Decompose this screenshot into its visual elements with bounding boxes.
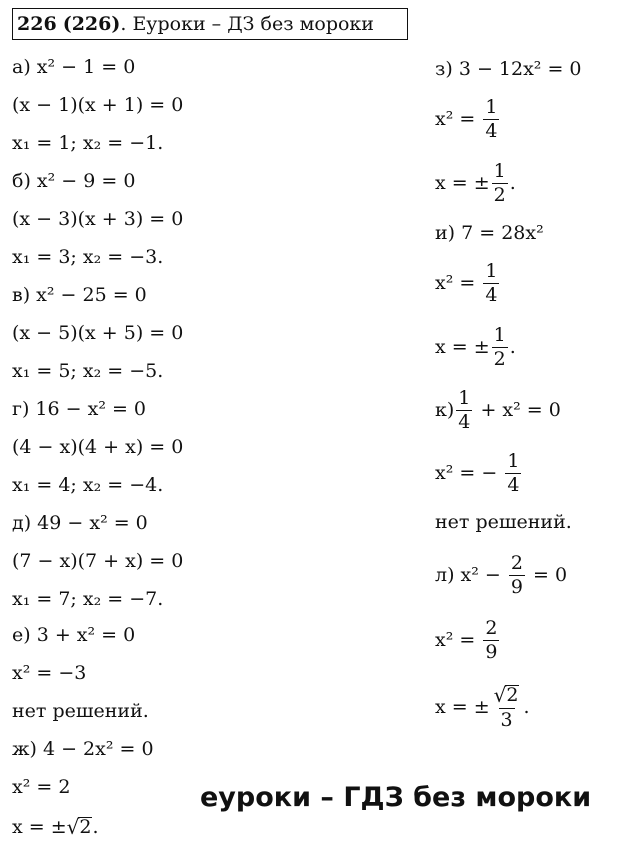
result-k: нет решений. [435, 510, 572, 533]
result-suffix-zh: . [92, 815, 99, 838]
equation-v: x² − 25 = 0 [36, 283, 147, 306]
numerator-k: 1 [458, 386, 471, 409]
radicand-zh: 2 [79, 816, 92, 838]
result-l [435, 682, 530, 731]
result-z [435, 159, 516, 206]
watermark-text: еуроки – ГДЗ без мороки [200, 782, 592, 813]
result-suffix-i: . [509, 335, 516, 358]
roots-b: x₁ = 3; x₂ = −3. [12, 245, 164, 268]
radical-sign-icon: √ [66, 815, 80, 839]
step-prefix-l: x² = [435, 628, 476, 651]
equation-z: 3 − 12x² = 0 [458, 57, 582, 80]
step-i [435, 259, 501, 306]
radical-sign-icon: √ [493, 682, 507, 707]
step-zh: x² = 2 [12, 775, 71, 798]
eq-k [435, 386, 561, 433]
step-z [435, 95, 501, 142]
label-v: в) [12, 283, 31, 306]
denominator-z: 4 [485, 119, 498, 142]
step-e: x² = −3 [12, 661, 87, 684]
equation-d: 49 − x² = 0 [37, 511, 148, 534]
label-d: д) [12, 511, 32, 534]
eq-l [435, 551, 568, 598]
result-fraction-i [492, 323, 508, 370]
label-e: е) [12, 623, 31, 646]
factor-g: (4 − x)(4 + x) = 0 [12, 435, 184, 458]
result-i [435, 323, 516, 370]
result-prefix-zh: x = ± [12, 815, 67, 838]
denominator-k: 4 [458, 410, 471, 433]
label-i: и) [435, 221, 456, 244]
site-name: . Еуроки – ДЗ без мороки [120, 13, 374, 35]
equation-suffix-l: = 0 [533, 563, 568, 586]
fraction-k [456, 386, 472, 433]
factor-d: (7 − x)(7 + x) = 0 [12, 549, 184, 572]
step-l [435, 616, 501, 663]
step-fraction-l [483, 616, 499, 663]
eq-z [435, 54, 582, 84]
label-zh: ж) [12, 737, 37, 760]
step-prefix-z: x² = [435, 107, 476, 130]
label-b: б) [12, 169, 31, 192]
label-g: г) [12, 397, 30, 420]
step-denominator-l: 9 [485, 640, 498, 663]
equation-g: 16 − x² = 0 [35, 397, 147, 420]
fraction-l [509, 551, 525, 598]
result-prefix-z: x = ± [435, 171, 490, 194]
result-suffix-z: . [509, 171, 516, 194]
roots-v: x₁ = 5; x₂ = −5. [12, 359, 164, 382]
numerator-z: 1 [485, 95, 498, 118]
step-prefix-i: x² = [435, 271, 476, 294]
denominator-l: 9 [510, 575, 523, 598]
step-prefix-k: x² = − [435, 461, 498, 484]
fraction-i [483, 259, 499, 306]
result-e: нет решений. [12, 699, 149, 722]
result-denominator-i: 2 [493, 347, 506, 370]
label-a: а) [12, 55, 31, 78]
equation-suffix-k: + x² = 0 [480, 398, 561, 421]
numerator-l: 2 [510, 551, 523, 574]
fraction-z [483, 95, 499, 142]
radicand-l: 2 [506, 683, 519, 706]
factor-v: (x − 5)(x + 5) = 0 [12, 321, 184, 344]
equation-i: 7 = 28x² [461, 221, 544, 244]
label-k: к) [435, 398, 455, 421]
step-k [435, 449, 523, 496]
result-numerator-l [492, 682, 522, 708]
equation-zh: 4 − 2x² = 0 [42, 737, 154, 760]
result-numerator-z: 1 [493, 159, 506, 182]
sqrt-l [493, 682, 520, 707]
result-prefix-i: x = ± [435, 335, 490, 358]
step-fraction-k [505, 449, 521, 496]
factor-a: (x − 1)(x + 1) = 0 [12, 93, 184, 116]
factor-b: (x − 3)(x + 3) = 0 [12, 207, 184, 230]
result-fraction-z [492, 159, 508, 206]
denominator-i: 4 [485, 283, 498, 306]
roots-a: x₁ = 1; x₂ = −1. [12, 131, 164, 154]
result-denominator-l: 3 [500, 708, 513, 731]
step-numerator-k: 1 [507, 449, 520, 472]
roots-g: x₁ = 4; x₂ = −4. [12, 473, 164, 496]
step-numerator-l: 2 [485, 616, 498, 639]
result-denominator-z: 2 [493, 183, 506, 206]
problem-number-alt: (226) [62, 13, 121, 35]
result-fraction-l [492, 682, 522, 731]
equation-b: x² − 9 = 0 [36, 169, 136, 192]
equation-prefix-l: x² − [460, 563, 501, 586]
result-prefix-l: x = ± [435, 695, 490, 718]
equation-e: 3 + x² = 0 [36, 623, 136, 646]
label-z: з) [435, 57, 453, 80]
numerator-i: 1 [485, 259, 498, 282]
result-numerator-i: 1 [493, 323, 506, 346]
label-l: л) [435, 563, 455, 586]
result-suffix-l: . [523, 695, 530, 718]
step-denominator-k: 4 [507, 473, 520, 496]
eq-i [435, 218, 544, 248]
equation-a: x² − 1 = 0 [36, 55, 136, 78]
roots-d: x₁ = 7; x₂ = −7. [12, 587, 164, 610]
problem-number: 226 [17, 13, 57, 35]
